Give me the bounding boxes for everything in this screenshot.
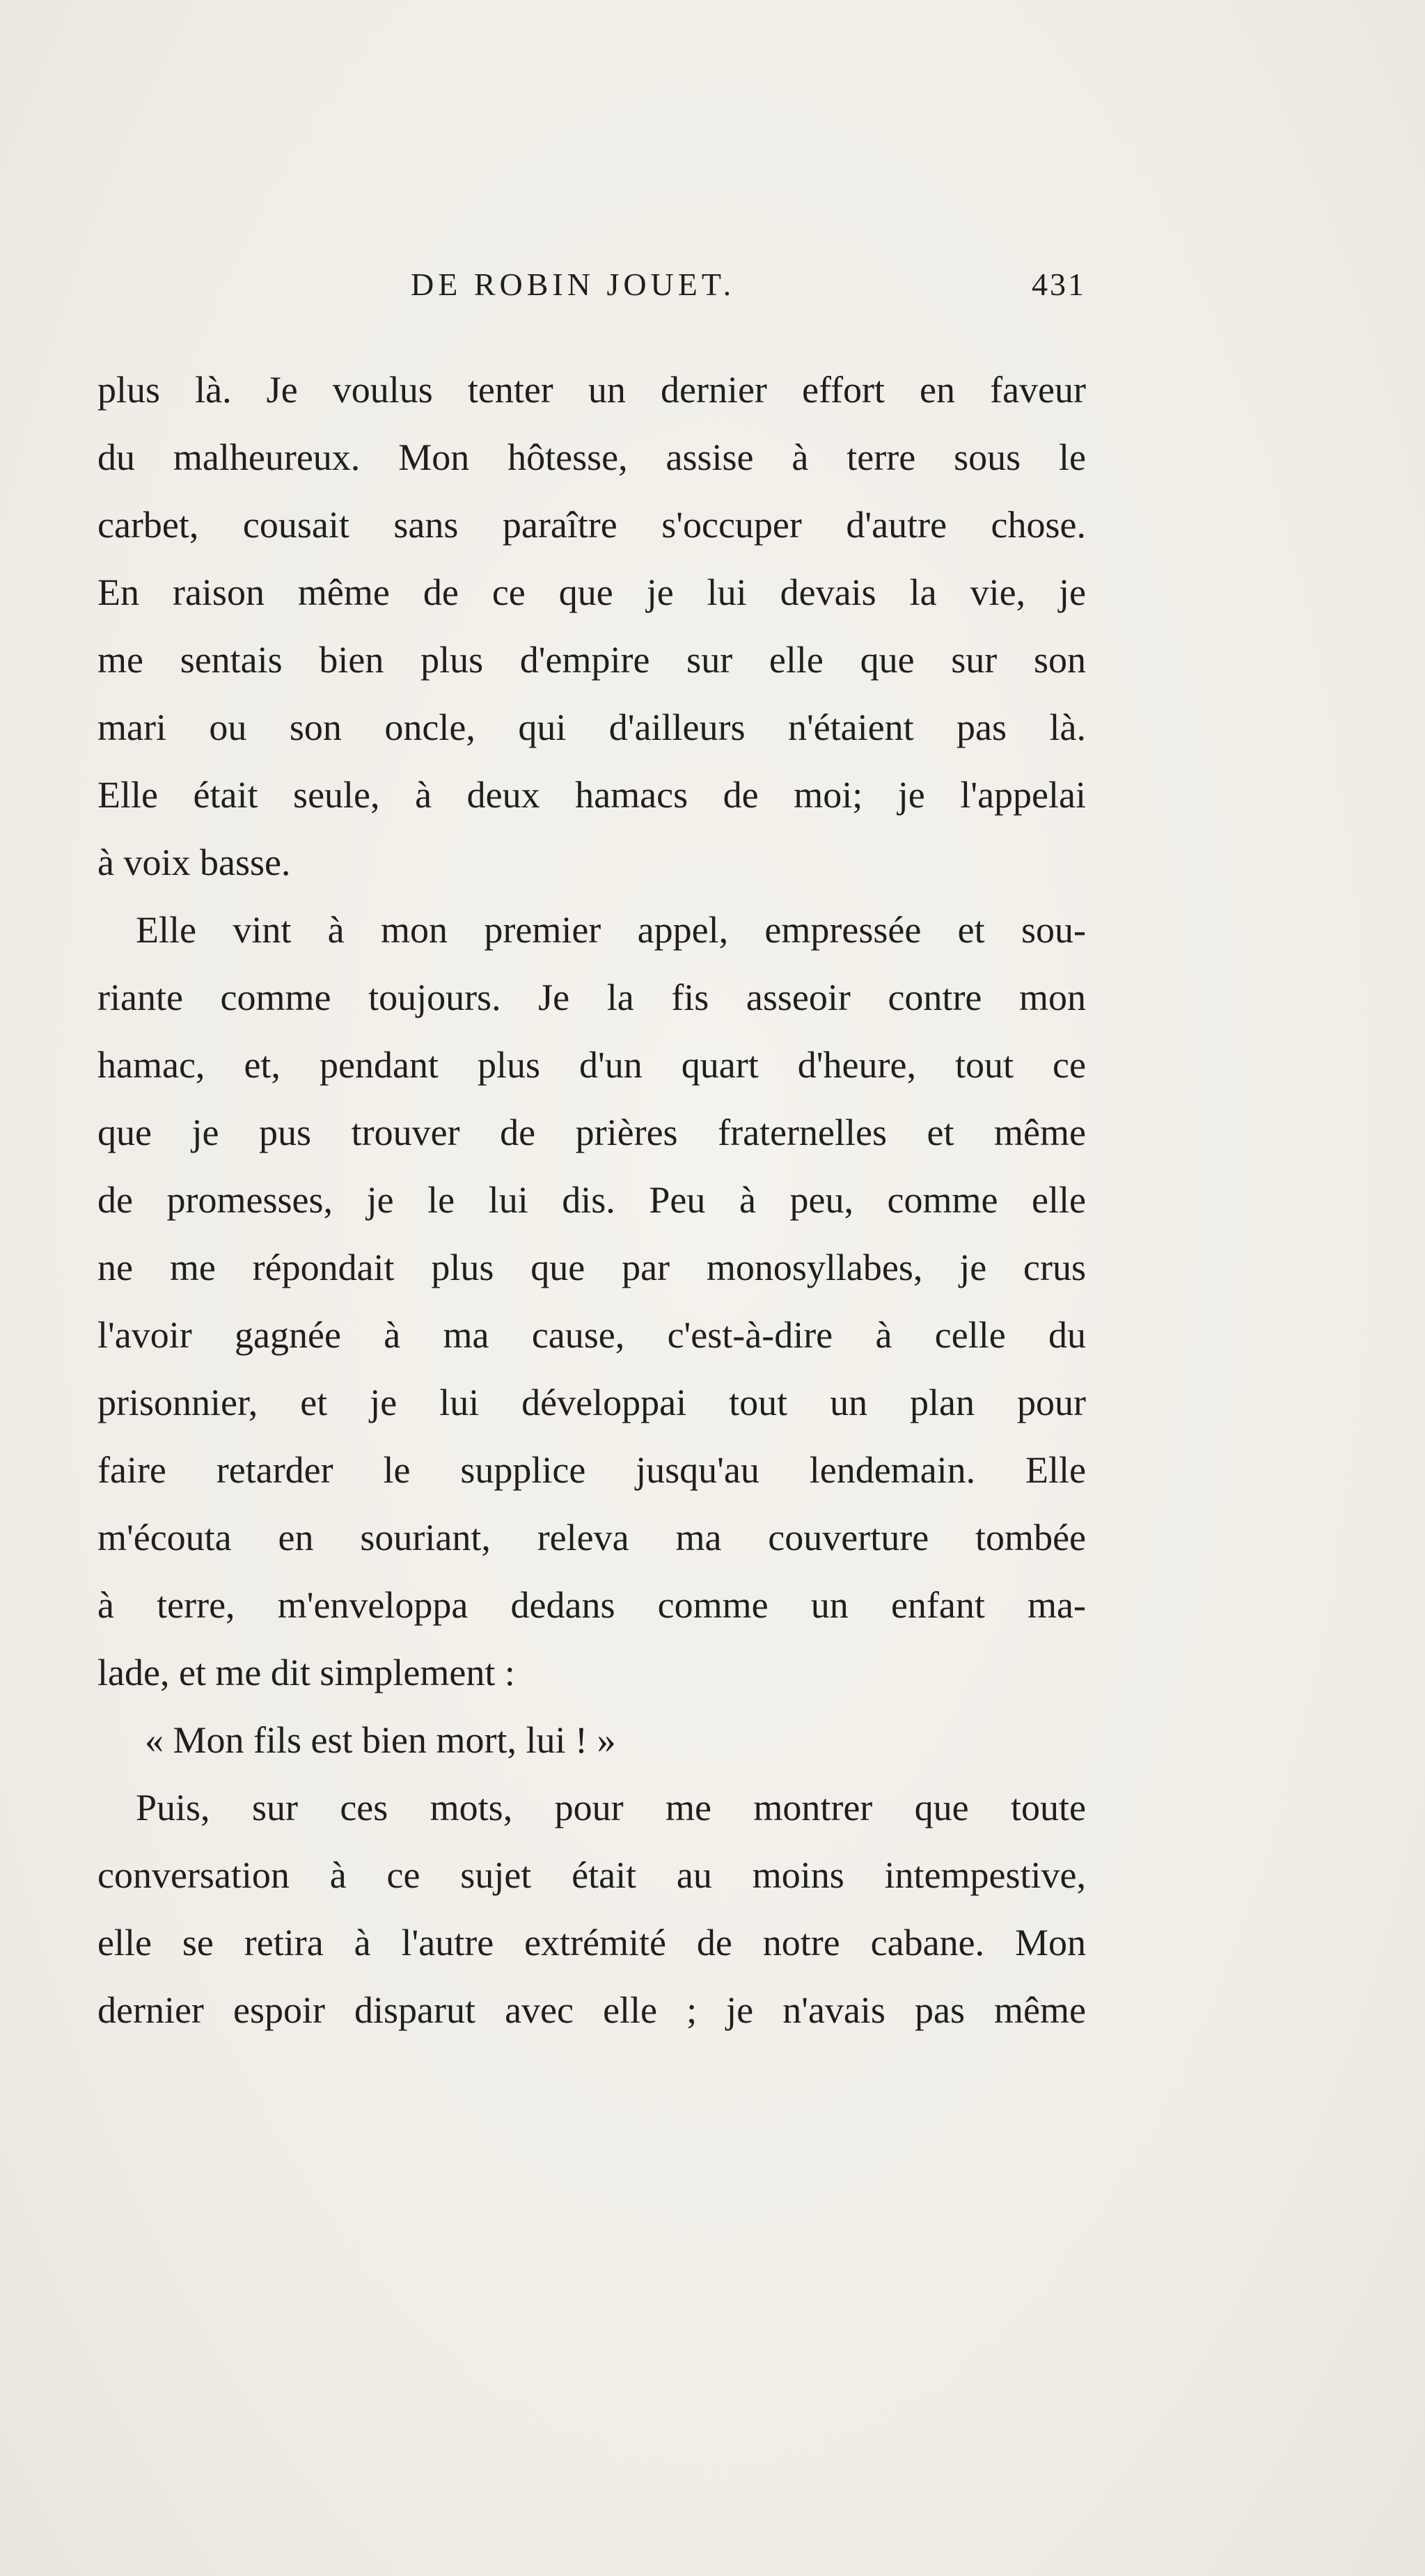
text-line: du malheureux. Mon hôtesse, assise à terre sous le — [97, 436, 1086, 478]
text-line: hamac, et, pendant plus d'un quart d'heure, tout ce — [97, 1044, 1086, 1086]
text-line: m'écouta en souriant, releva ma couverture tombée — [97, 1517, 1086, 1558]
text-line: Puis, sur ces mots, pour me montrer que toute — [136, 1787, 1086, 1828]
quoted-line: « Mon fils est bien mort, lui ! » — [145, 1719, 616, 1761]
page-header — [97, 266, 1086, 308]
text-line: En raison même de ce que je lui devais la vie, je — [97, 571, 1086, 613]
text-line: l'avoir gagnée à ma cause, c'est-à-dire à celle du — [97, 1314, 1086, 1356]
text-line: Elle était seule, à deux hamacs de moi; je l'appelai — [97, 774, 1086, 816]
page-number: 431 — [1032, 267, 1086, 302]
text-line: plus là. Je voulus tenter un dernier effort en faveur — [97, 369, 1086, 411]
text-line: ne me répondait plus que par monosyllabes, je crus — [97, 1247, 1086, 1288]
text-line: mari ou son oncle, qui d'ailleurs n'étaient pas là. — [97, 706, 1086, 748]
text-line: Elle vint à mon premier appel, empressée et sou- — [136, 909, 1086, 951]
text-line: conversation à ce sujet était au moins intempestive, — [97, 1854, 1086, 1896]
text-line: prisonnier, et je lui développai tout un plan pour — [97, 1382, 1086, 1423]
text-line: que je pus trouver de prières fraternelles et même — [97, 1112, 1086, 1153]
text-line: carbet, cousait sans paraître s'occuper d'autre chose. — [97, 504, 1086, 546]
text-line: lade, et me dit simplement : — [97, 1652, 515, 1693]
text-line: de promesses, je le lui dis. Peu à peu, comme elle — [97, 1179, 1086, 1221]
text-line: à terre, m'enveloppa dedans comme un enfant ma- — [97, 1584, 1086, 1626]
running-title: DE ROBIN JOUET. — [411, 267, 736, 302]
text-line: elle se retira à l'autre extrémité de notre cabane. Mon — [97, 1922, 1086, 1963]
text-line: à voix basse. — [97, 841, 291, 883]
text-line: me sentais bien plus d'empire sur elle que sur son — [97, 639, 1086, 681]
text-line: riante comme toujours. Je la fis asseoir contre mon — [97, 977, 1086, 1018]
text-line: faire retarder le supplice jusqu'au lendemain. Elle — [97, 1449, 1086, 1491]
text-line: dernier espoir disparut avec elle ; je n'avais pas même — [97, 1989, 1086, 2031]
